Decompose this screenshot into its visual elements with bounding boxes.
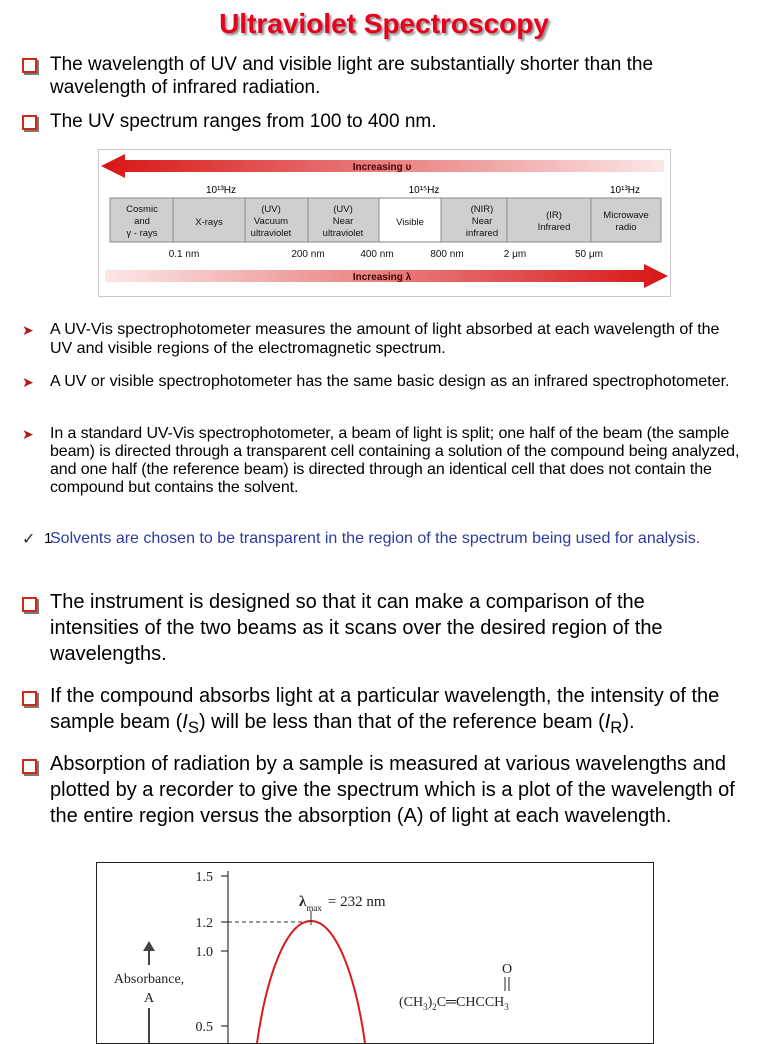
bullet-spectrophotometer-measures xyxy=(22,321,752,361)
square-bullet-icon xyxy=(22,687,37,713)
lambda-symbol: λ xyxy=(299,894,307,910)
spectrum-figure xyxy=(98,149,671,297)
bullet-instrument-comparison xyxy=(22,589,752,669)
region-line: X-rays xyxy=(195,217,223,228)
bullet-absorption-measured xyxy=(22,751,752,857)
y-tick-label: 1.0 xyxy=(195,945,213,960)
y-axis-label-symbol: A xyxy=(143,991,155,1006)
region-visible xyxy=(396,217,424,228)
freq-label: 10¹³Hz xyxy=(609,185,641,196)
formula-sub: 3 xyxy=(504,1002,509,1012)
region-line: γ - rays xyxy=(126,228,158,239)
symbol-i: I xyxy=(182,711,188,733)
bullet-text: A UV or visible spectrophotometer has the same basic design as an infrared spectrophotometer. xyxy=(50,373,730,390)
bottom-arrow-label: Increasing λ xyxy=(352,272,412,283)
freq-label: 10¹³Hz xyxy=(205,185,237,196)
arrow-bullet-icon: ➤ xyxy=(22,426,34,442)
square-bullet-icon xyxy=(22,755,37,781)
formula-part: C═CHCCH xyxy=(436,995,505,1010)
region-line: radio xyxy=(615,222,637,233)
formula-oxygen: O xyxy=(501,962,513,977)
bullet-text: In a standard UV-Vis spectrophotometer, a beam of light is split; one half of the beam (the sample beam) is directed through a transparent cell containing a solution of the compound being analyzed, and one half (the reference beam) is directed through an identical cell that does not contain the compound but contains the solvent. xyxy=(50,425,740,497)
region-line: ultraviolet xyxy=(322,228,364,239)
wavelength-label: 400 nm xyxy=(360,249,394,260)
check-bullet-icon: ✓ xyxy=(22,531,36,548)
bullet-text: Absorption of radiation by a sample is measured at various wavelengths and plotted by a recorder to give the spectrum which is a plot of the wavelength of the entire region versus the absorption (A) of light at each wavelength. xyxy=(50,753,735,827)
region-line: Near xyxy=(471,216,493,227)
bullet-uv-range xyxy=(22,111,742,135)
formula-sub: 2 xyxy=(432,1002,437,1012)
wavelength-label: 2 μm xyxy=(503,249,527,260)
wavelength-label: 50 μm xyxy=(575,249,603,260)
text-part: If the compound absorbs light at a particular wavelength, the intensity of the sample beam ( xyxy=(50,685,720,733)
wavelength-label: 200 nm xyxy=(291,249,325,260)
text-part: ). xyxy=(622,711,635,733)
wavelength-label: 0.1 nm xyxy=(168,249,200,260)
region-line: (UV) xyxy=(261,204,281,215)
region-line: and xyxy=(134,216,150,227)
lambda-sub: max xyxy=(306,903,322,913)
bullet-text: Solvents are chosen to be transparent in the region of the spectrum being used for analysis. xyxy=(50,530,701,547)
region-line: infrared xyxy=(465,228,499,239)
absorbance-plot xyxy=(96,862,654,1044)
bullet-text: The wavelength of UV and visible light are substantially shorter than the wavelength of infrared radiation. xyxy=(50,54,654,98)
arrow-bullet-icon: ➤ xyxy=(22,322,34,338)
bullet-solvents-note xyxy=(22,530,752,570)
formula-sub: 3 xyxy=(423,1002,428,1012)
arrow-bullet-icon: ➤ xyxy=(22,374,34,390)
bullet-beam-split xyxy=(22,425,752,519)
region-line: ultraviolet xyxy=(250,228,292,239)
formula-text xyxy=(399,995,509,1012)
region-line: (NIR) xyxy=(470,204,494,215)
bullet-uv-wavelength xyxy=(22,54,742,100)
absorbance-chart xyxy=(97,863,653,1043)
top-arrow-label: Increasing υ xyxy=(352,162,412,173)
y-axis-label: Absorbance, xyxy=(113,972,185,987)
lambda-value: = 232 nm xyxy=(327,894,386,910)
region-line: (IR) xyxy=(546,210,562,221)
bullet-text: A UV-Vis spectrophotometer measures the amount of light absorbed at each wavelength of the UV and visible regions of the electromagnetic spectrum. xyxy=(50,321,720,357)
y-tick-label: 1.2 xyxy=(195,916,213,931)
region-xrays xyxy=(195,217,223,228)
square-bullet-icon xyxy=(22,57,37,80)
bullet-intensity xyxy=(22,683,752,737)
formula-part: (CH xyxy=(399,995,424,1010)
page-title: Ultraviolet Spectroscopy xyxy=(219,8,549,39)
freq-label: 10¹⁵Hz xyxy=(408,185,440,196)
text-part: ) will be less than that of the reference beam ( xyxy=(198,711,605,733)
formula-paren: ) xyxy=(427,995,433,1010)
subscript-r: R xyxy=(610,718,623,737)
bullet-text xyxy=(50,683,740,739)
region-line: Near xyxy=(332,216,354,227)
bullet-text: The instrument is designed so that it can make a comparison of the intensities of the two beams as it scans over the desired region of the wavelengths. xyxy=(50,591,663,665)
absorbance-curve xyxy=(257,921,365,1043)
spectrum-diagram xyxy=(99,150,670,296)
square-bullet-icon xyxy=(22,114,37,137)
y-tick-label: 1.5 xyxy=(195,870,213,885)
bullet-same-design xyxy=(22,373,752,413)
note-marker: 1 xyxy=(44,530,53,547)
subscript-s: S xyxy=(187,718,199,737)
region-line: Microwave xyxy=(603,210,649,221)
region-line: Visible xyxy=(396,217,424,228)
region-line: (UV) xyxy=(333,204,353,215)
wavelength-label: 800 nm xyxy=(430,249,464,260)
region-line: Infrared xyxy=(537,222,571,233)
square-bullet-icon xyxy=(22,593,37,619)
y-tick-label: 0.5 xyxy=(195,1020,213,1035)
region-line: Cosmic xyxy=(126,204,158,215)
up-arrow-icon xyxy=(143,941,155,965)
bullet-text: The UV spectrum ranges from 100 to 400 nm. xyxy=(50,111,437,132)
symbol-i: I xyxy=(604,711,611,733)
lambda-max-label xyxy=(299,894,386,913)
region-line: Vacuum xyxy=(253,216,289,227)
